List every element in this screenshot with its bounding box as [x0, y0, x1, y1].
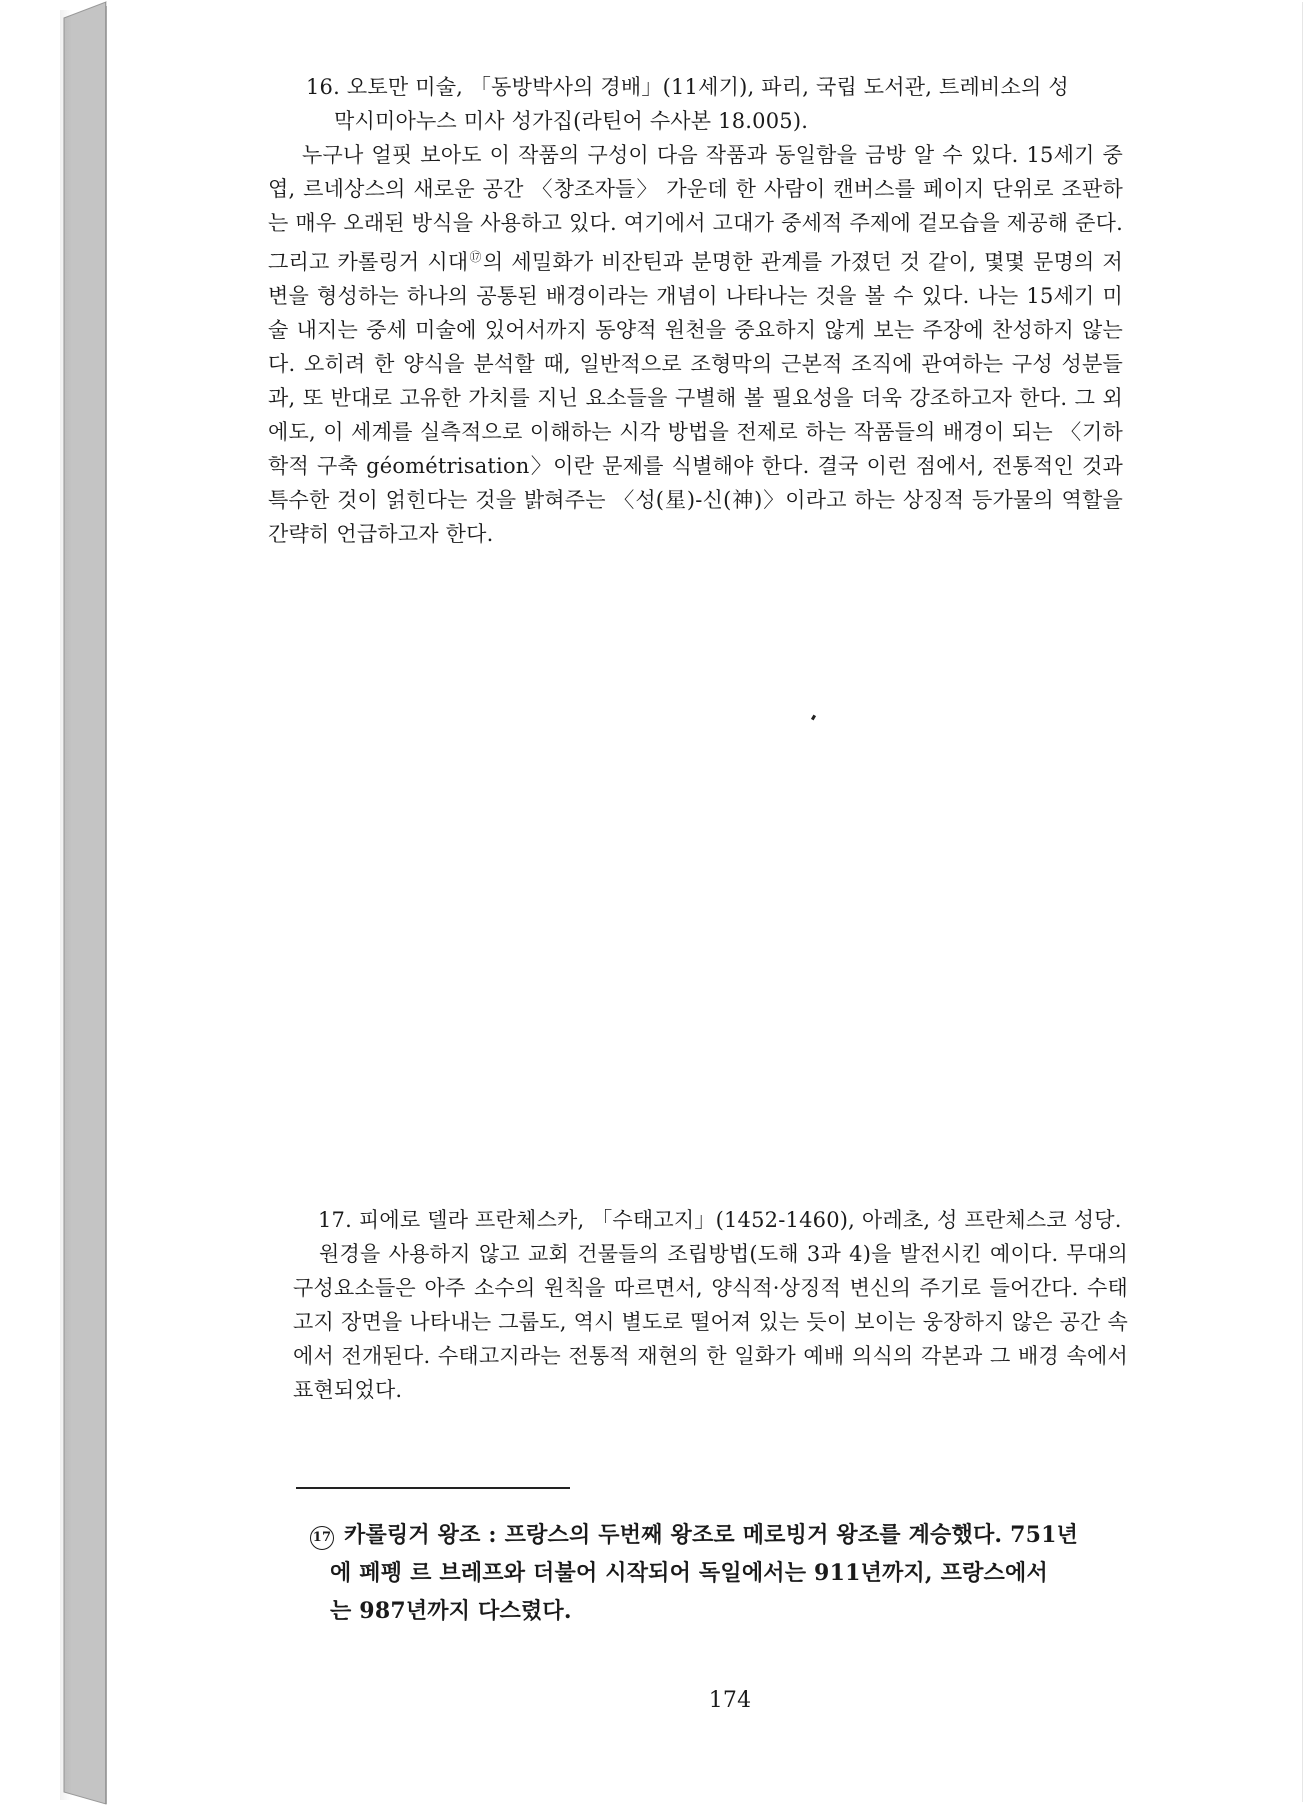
figure-17-description [293, 1237, 1128, 1407]
body-paragraph-text: 누구나 얼핏 보아도 이 작품의 구성이 다음 작품과 동일함을 금방 알 수 있다. 15세기 중엽, 르네상스의 새로운 공간 〈창조자들〉 가운데 한 사람이 캔버스를 페이지 단위로 조판하는 매우 오래된 방식을 사용하고 있다. 여기에서 고대가 중세적 주제에 겉모습을 제공해 준다. 그리고 카롤링거 시대 [268, 143, 1123, 274]
figure-17-description-text: 원경을 사용하지 않고 교회 건물들의 조립방법(도해 3과 4)을 발전시킨 예이다. 무대의 구성요소들은 아주 소수의 원칙을 따르면서, 양식적·상징적 변신의 주기로 들어간다. 수태고지 장면을 나타내는 그룹도, 역시 별도로 떨어져 있는 듯이 보이는 웅장하지 않은 공간 속에서 전개된다. 수태고지라는 전통적 재현의 한 일화가 예배 의식의 각본과 그 배경 속에서 표현되었다. [293, 1242, 1128, 1402]
figure-16-caption-line1: 16. 오토만 미술, 「동방박사의 경배」(11세기), 파리, 국립 도서관, 트레비소의 성 [306, 75, 1069, 99]
body-paragraph-text-cont: 의 세밀화가 비잔틴과 분명한 관계를 가졌던 것 같이, 몇몇 문명의 저변을 형성하는 하나의 공통된 배경이라는 개념이 나타나는 것을 볼 수 있다. 나는 15세기 미술 내지는 중세 미술에 있어서까지 동양적 원천을 중요하지 않게 보는 주장에 찬성하지 않는다. 오히려 한 양식을 분석할 때, 일반적으로 조형막의 근본적 조직에 관여하는 구성 성분들과, 또 반대로 고유한 가치를 지닌 요소들을 구별해 볼 필요성을 더욱 강조하고자 한다. 그 외에도, 이 세계를 실측적으로 이해하는 시각 방법을 전제로 하는 작품들의 배경이 되는 〈기하학적 구축 géométrisation〉이란 문제를 식별해야 한다. 결국 이런 점에서, 전통적인 것과 특수한 것이 얽힌다는 것을 밝혀주는 〈성(星)-신(神)〉이라고 하는 상징적 등가물의 역할을 간략히 언급하고자 한다. [268, 250, 1124, 546]
footnote-divider [296, 1487, 570, 1489]
figure-17-caption [318, 1203, 1138, 1237]
figure-16-caption [306, 70, 1126, 138]
footnote-reference: ⑰ [468, 250, 483, 264]
footnote-line3: 는 987년까지 다스렸다. [330, 1598, 572, 1624]
footnote-mark: 17 [310, 1526, 334, 1550]
page-number: 174 [708, 1688, 752, 1713]
footnote-line2: 에 페펭 르 브레프와 더불어 시작되어 독일에서는 911년까지, 프랑스에서 [330, 1560, 1048, 1586]
footnote [310, 1516, 1126, 1630]
figure-16-caption-line2: 막시미아누스 미사 성가집(라틴어 수사본 18.005). [334, 109, 809, 133]
spine-shadow [60, 10, 72, 1800]
figure-17-caption-line1: 17. 피에로 델라 프란체스카, 「수태고지」(1452-1460), 아레초, 성 프란체스코 성당. [318, 1208, 1122, 1232]
footnote-line1: 카롤링거 왕조 : 프랑스의 두번째 왕조로 메로빙거 왕조를 계승했다. 751년 [344, 1522, 1079, 1548]
body-paragraph [268, 138, 1123, 551]
